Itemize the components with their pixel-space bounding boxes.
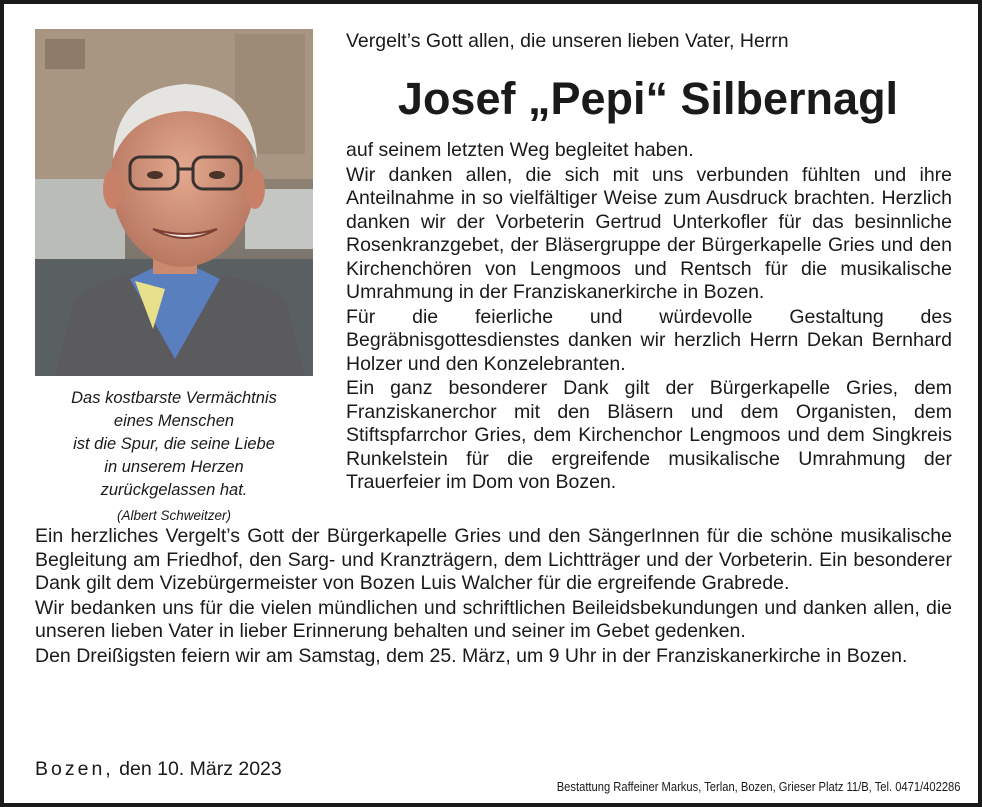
portrait-photo — [35, 29, 313, 376]
place-city: Bozen, — [35, 758, 114, 780]
quote-line: in unserem Herzen — [104, 458, 244, 476]
memorial-quote — [35, 387, 313, 527]
paragraph: Für die feierliche und würdevolle Gestaltung des Begräbnisgottesdienstes danken wir herzlich Herrn Dekan Bernhard Holzer und den Konzelebranten. — [346, 305, 952, 375]
paragraph: Wir danken allen, die sich mit uns verbunden fühlten und ihre Anteilnahme in so vielfältiger Weise zum Ausdruck brachten. Herzlich danken wir der Vorbeterin Gertrud Unterkofler für das besinnliche Rosenkranzgebet, der Bläsergruppe der Bürgerkapelle Gries und den Kirchenchören von Lengmoos und Rentsch für die musikalische Umrahmung in der Franziskanerkirche in Bozen. — [346, 163, 952, 303]
place-and-date — [35, 757, 282, 781]
body-text-right — [346, 139, 952, 496]
paragraph: Ein ganz besonderer Dank gilt der Bürgerkapelle Gries, dem Franziskanerchor mit den Bläsern und dem Organisten, dem Stiftspfarrchor Gries, dem Kirchenchor Lengmoos und dem Singkreis Runkelstein für die ergreifende musikalische Umrahmung der Trauerfeier im Dom von Bozen. — [346, 377, 952, 493]
paragraph: Den Dreißigsten feiern wir am Samstag, dem 25. März, um 9 Uhr in der Franziskanerkirche in Bozen. — [35, 644, 908, 667]
paragraph: Ein herzliches Vergelt’s Gott der Bürgerkapelle Gries und den SängerInnen für die schöne musikalische Begleitung am Friedhof, den Sarg- und Kranzträgern, dem Lichtträger und der Vorbeterin. Ein besonderer Dank gilt dem Vizebürgermeister von Bozen Luis Walcher für die ergreifende Grabrede. — [35, 525, 952, 594]
quote-line: zurückgelassen hat. — [100, 481, 248, 499]
quote-line: ist die Spur, die seine Liebe — [73, 435, 275, 453]
deceased-name: Josef „Pepi“ Silbernagl — [397, 73, 899, 124]
paragraph: auf seinem letzten Weg begleitet haben. — [346, 139, 694, 161]
body-text-full — [35, 525, 952, 669]
intro-text: Vergelt’s Gott allen, die unseren lieben Vater, Herrn — [346, 30, 789, 52]
funeral-home-footer: Bestattung Raffeiner Markus, Terlan, Bozen, Grieser Platz 11/B, Tel. 0471/402286 — [556, 779, 960, 794]
paragraph: Wir bedanken uns für die vielen mündlichen und schriftlichen Beileidsbekundungen und danken allen, die unseren lieben Vater in lieber Erinnerung behalten und seiner im Gebet gedenken. — [35, 596, 952, 642]
quote-author: (Albert Schweitzer) — [116, 508, 232, 523]
quote-line: eines Menschen — [113, 412, 235, 430]
quote-line: Das kostbarste Vermächtnis — [71, 389, 277, 407]
place-date: den 10. März 2023 — [119, 758, 282, 780]
